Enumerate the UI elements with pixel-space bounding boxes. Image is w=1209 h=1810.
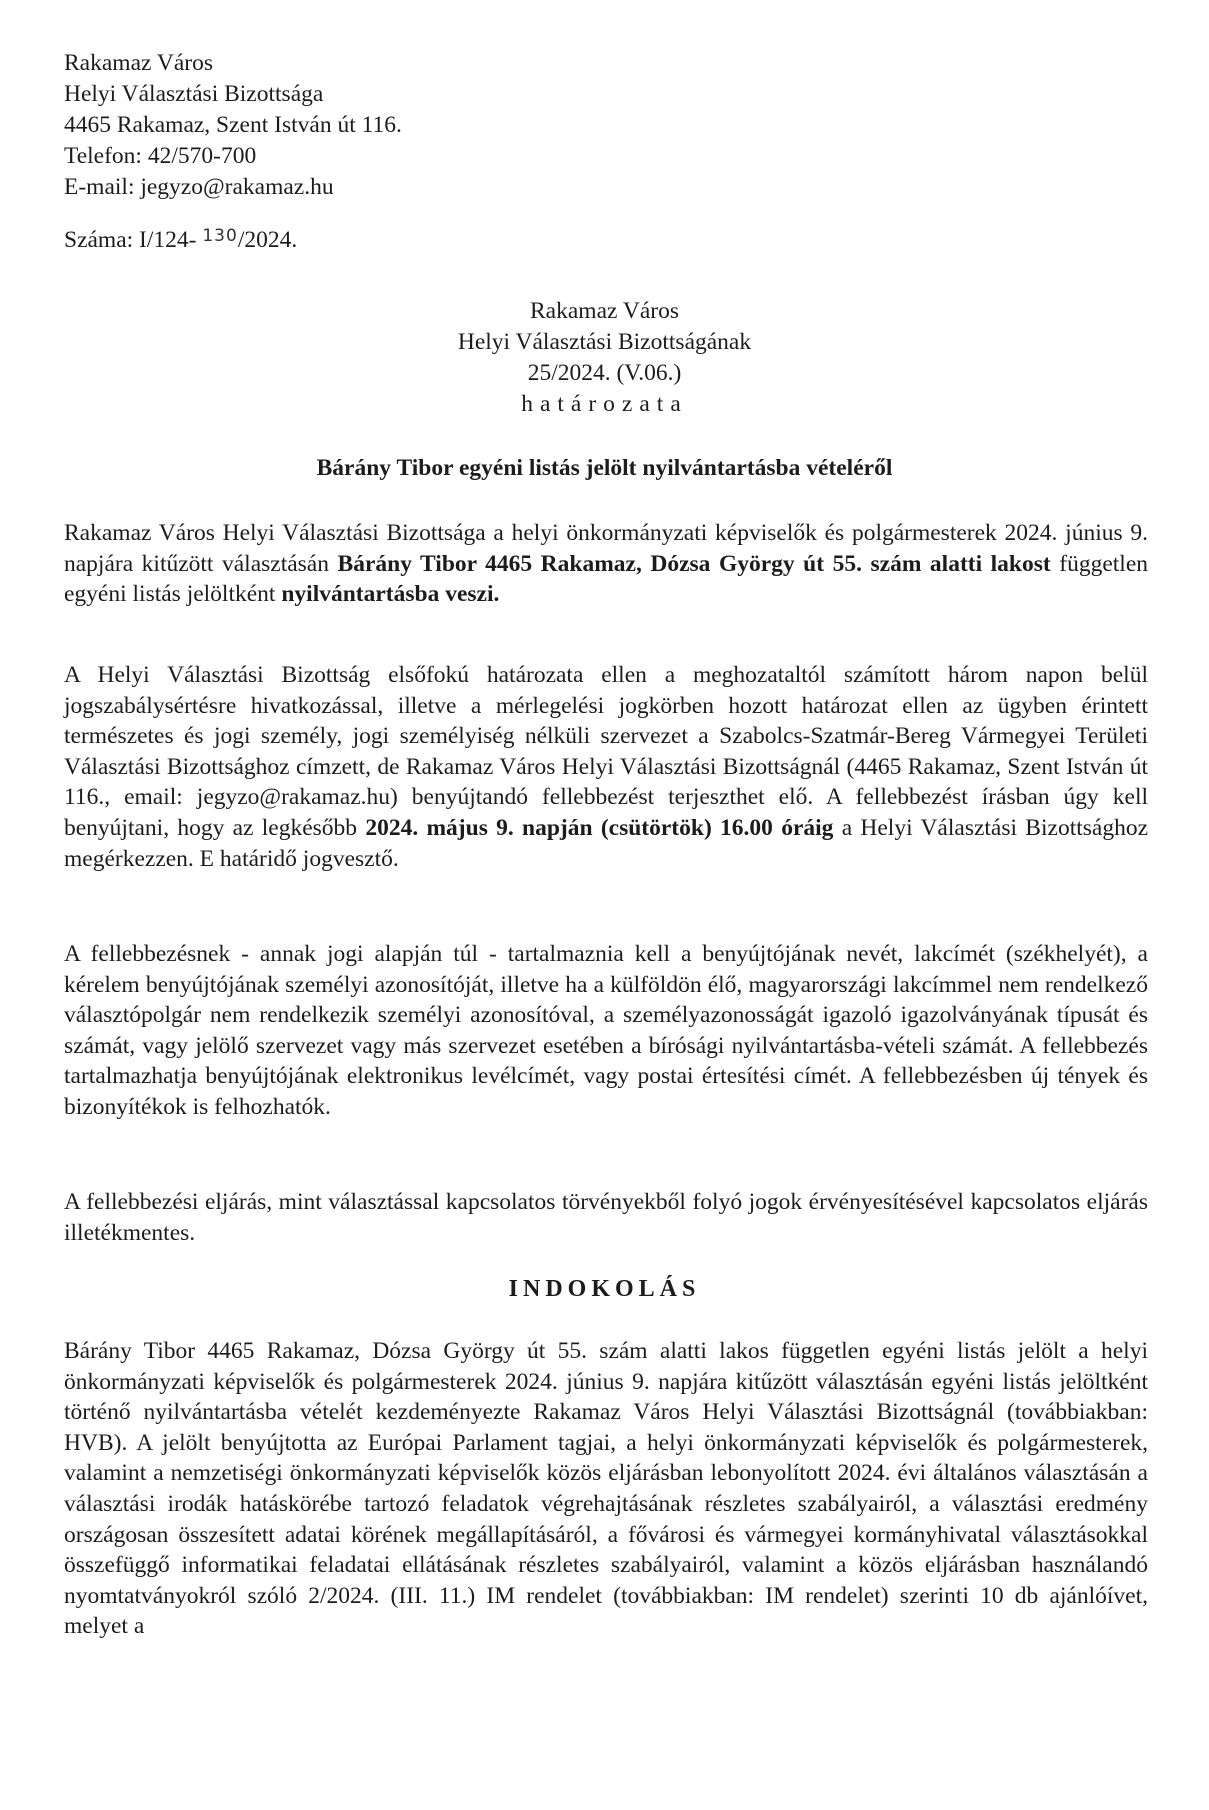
appeal-paragraph: [64, 660, 1148, 874]
appeal-content-text: A fellebbezésnek - annak jogi alapján túl - tartalmaznia kell a benyújtójának nevét, lakcímét (székhelyét), a kérelem benyújtójának személyi azonosítóját, illetve ha a külföldön élő, magyarországi lakcímmel nem rendelkező választópolgár nem rendelkezik személyi azonosítóval, a személyazonosságát igazoló igazolványának típusát és számát, vagy jelölő szervezet vagy más szervezet esetében a bírósági nyilvántartásba-vételi számát. A fellebbezés tartalmazhatja benyújtójának elektronikus levélcímét, vagy postai értesítési címét. A fellebbezésben új tények és bizonyítékok is felhozhatók.: [64, 941, 1148, 1120]
appeal-deadline: 2024. május 9. napján (csütörtök) 16.00 óráig: [365, 814, 834, 841]
reasoning-paragraph: [64, 1336, 1148, 1642]
appeal-text-2: a Helyi Választási Bizottsághoz megérkezzen. E határidő jogvesztő.: [64, 814, 1149, 872]
resolution-title: [0, 296, 1209, 420]
reference-prefix: Száma: I/124-: [64, 227, 197, 253]
decision-text-2: független egyéni listás jelöltként: [64, 550, 1149, 608]
title-resolution-word: határozata: [521, 391, 688, 417]
handwritten-number: 130: [202, 226, 238, 246]
decision-verdict: nyilvántartásba veszi.: [281, 581, 500, 608]
resolution-subject: Bárány Tibor egyéni listás jelölt nyilvántartásba vételéről: [316, 455, 893, 481]
sender-phone: Telefon: 42/570-700: [64, 143, 257, 169]
title-number: 25/2024. (V.06.): [527, 360, 682, 386]
decision-candidate: Bárány Tibor 4465 Rakamaz, Dózsa György út 55. szám alatti lakost: [337, 550, 1051, 577]
title-city: Rakamaz Város: [530, 298, 679, 324]
fee-paragraph: [64, 1187, 1148, 1248]
sender-email: E-mail: jegyzo@rakamaz.hu: [64, 174, 334, 200]
appeal-text-1: A Helyi Választási Bizottság elsőfokú határozata ellen a meghozataltól számított három napon belül jogszabálysértésre hivatkozással, illetve a mérlegelési jogkörben hozott határozat ellen az ügyben érintett természetes és jogi személy, jogi személyiség nélküli szervezet a Szabolcs-Szatmár-Bereg Vármegyei Területi Választási Bizottsághoz címzett, de Rakamaz Város Helyi Választási Bizottságnál (4465 Rakamaz, Szent István út 116., email: jegyzo@rakamaz.hu) benyújtandó fellebbezést terjeszthet elő. A fellebbezést írásban úgy kell benyújtani, hogy az legkésőbb: [64, 662, 1148, 841]
decision-text-1: Rakamaz Város Helyi Választási Bizottsága a helyi önkormányzati képviselők és polgármesterek 2024. június 9. napjára kitűzött választásán: [64, 520, 1148, 577]
sender-name: Rakamaz Város: [64, 50, 213, 76]
reference-suffix: /2024.: [237, 227, 298, 253]
reasoning-heading: INDOKOLÁS: [508, 1276, 701, 1302]
fee-text: A fellebbezési eljárás, mint választással kapcsolatos törvényekből folyó jogok érvényesítésével kapcsolatos eljárás illetékmentes.: [64, 1189, 1148, 1246]
title-committee: Helyi Választási Bizottságának: [457, 329, 752, 355]
sender-committee: Helyi Választási Bizottsága: [64, 81, 324, 107]
appeal-content-paragraph: [64, 939, 1148, 1123]
decision-paragraph: [64, 518, 1148, 610]
sender-address-block: [64, 48, 402, 203]
reference-number: [64, 226, 297, 254]
sender-address: 4465 Rakamaz, Szent István út 116.: [64, 112, 402, 138]
reasoning-text: Bárány Tibor 4465 Rakamaz, Dózsa György út 55. szám alatti lakos független egyéni listás jelölt a helyi önkormányzati képviselők és polgármesterek 2024. június 9. napjára kitűzött választásán egyéni listás jelöltként történő nyilvántartásba vételét kezdeményezte Rakamaz Város Helyi Választási Bizottságnál (továbbiakban: HVB). A jelölt benyújtotta az Európai Parlament tagjai, a helyi önkormányzati képviselők és polgármesterek, valamint a nemzetiségi önkormányzati képviselők közös eljárásban lebonyolított 2024. évi általános választásán a választási irodák hatáskörébe tartozó feladatok végrehajtásának részletes szabályairól, a választási eredmény országosan összesített adatai körének megállapításáról, a fővárosi és vármegyei kormányhivatal választásokkal összefüggő informatikai feladatai ellátásának részletes szabályairól, valamint a közös eljárásban használandó nyomtatványokról szóló 2/2024. (III. 11.) IM rendelet (továbbiakban: IM rendelet) szerinti 10 db ajánlóívet, melyet a: [64, 1338, 1148, 1640]
